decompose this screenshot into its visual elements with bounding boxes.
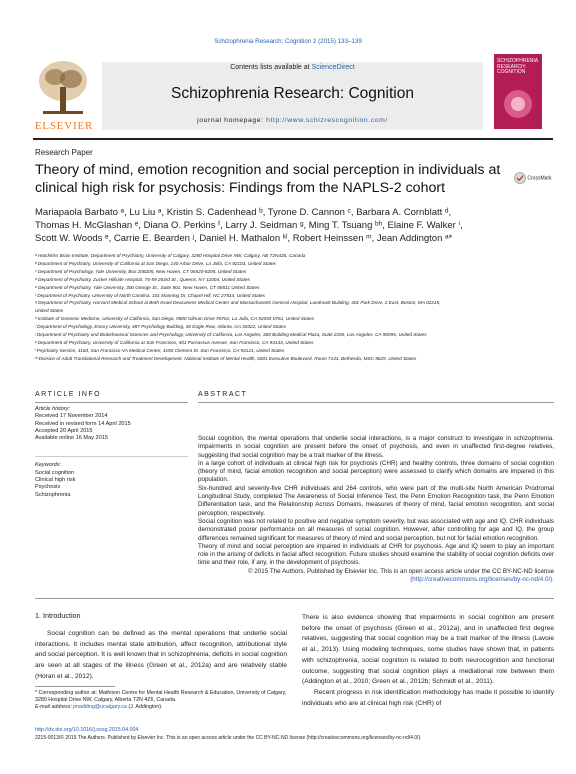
keyword: Schizophrenia xyxy=(35,491,71,498)
right-paragraph: There is also evidence showing that impairments in social cognition are present before the onset of psychosis (Green et al., 2012a), and in unaffected first degree relatives, suggesting that social cognition may be a trait marker of the illness (Lavoie et al., 2013). Using modeling techniques, some studies have shown that, in patients with schizophrenia, social cognition is related to both neurocognition and functional outcome, suggesting that social cognition plays a mediational role between them (Addington et al., 2010; Green et al., 2012b; Schmidt et al., 2011). xyxy=(302,614,554,686)
email-link[interactable]: jmadding@ucalgary.ca xyxy=(73,704,127,711)
homepage-label: journal homepage: xyxy=(197,117,267,124)
doi-link[interactable]: http://dx.doi.org/10.1016/j.scog.2015.04.004 xyxy=(35,727,139,733)
affiliation: ʰ Institute of Genomic Medicine, University of California, San Diego, 9500 Gilman Drive #0761, La Jolla, CA 92093-0761, United States xyxy=(35,316,315,322)
contents-line xyxy=(102,64,483,71)
journal-homepage xyxy=(102,117,483,124)
history-item: Received 17 November 2014 xyxy=(35,413,108,420)
homepage-link[interactable]: http://www.schizrescognition.com/ xyxy=(266,117,388,124)
crossmark-label: CrossMark xyxy=(527,175,552,182)
affiliation: ᶜ Department of Psychology, Yale University, Box 208205, New Haven, CT 06520-8205, United States xyxy=(35,268,247,274)
history-label: Article history: xyxy=(35,406,71,412)
affiliation: ᵇ Department of Psychiatry, University of California at San Diego, 140 Arbor Drive, La Jolla, CA 92103, United States xyxy=(35,260,276,266)
abstract-paragraph: Social cognition, the mental operations that underlie social interactions, is a major construct to investigate in schizophrenia. Impairments in social cognition are present before the onset of psychosis, and even in unaffected first-degree relatives, suggesting that social cognition may be a trait marker of the illness. xyxy=(198,435,554,459)
crossmark-icon xyxy=(514,172,526,184)
article-type: Research Paper xyxy=(35,148,93,157)
publisher-logo-text: ELSEVIER xyxy=(34,120,94,132)
keywords-label: Keywords: xyxy=(35,462,62,469)
license-link[interactable]: (http://creativecommons.org/licenses/by-nc-nd/4.0/). xyxy=(410,576,554,584)
author-list xyxy=(35,206,547,246)
history-item: Available online 16 May 2015 xyxy=(35,435,108,442)
corresponding-author-note: * Corresponding author at: Mathison Centre for Mental Health Research & Education, University of Calgary, 3280 Hospital Drive NW, Calgary, Alberta T2N 4Z6, Canada. xyxy=(35,690,287,704)
keyword: Clinical high risk xyxy=(35,477,76,484)
affiliation: ⁱ Department of Psychology, Emory University, 487 Psychology Building, 36 Eagle Row, Atlanta, GA 30322, United States xyxy=(35,324,286,330)
history-item: Accepted 20 April 2015 xyxy=(35,427,93,434)
email-label: E-mail address: xyxy=(35,704,74,711)
affiliation: ᵏ Department of Psychiatry, University of California at San Francisco, 401 Parnassus Avenue, San Francisco, CA 94143, United States xyxy=(35,339,314,345)
article-info xyxy=(35,406,188,499)
keyword: Social cognition xyxy=(35,469,75,476)
footnote xyxy=(35,690,287,712)
authors-line: Thomas H. McGlashan ᵉ, Diana O. Perkins ᶠ, Larry J. Seidman ᵍ, Ming T. Tsuang ᵇʰ, Elaine F. Walker ⁱ, xyxy=(35,220,463,232)
affiliation: ᵈ Department of Psychiatry, Zucker Hillside Hospital, 75-59 263rd St., Queens, NY 11004, United States xyxy=(35,276,250,282)
email-suffix: (J. Addington). xyxy=(126,704,163,711)
header-rule xyxy=(33,138,553,140)
authors-line: Scott W. Woods ᵉ, Carrie E. Bearden ʲ, Daniel H. Mathalon ᵏˡ, Robert Heinssen ᵐ, Jean Addington ᵃ* xyxy=(35,233,453,245)
abstract-paragraph: Theory of mind and social perception are impaired in individuals at CHR for psychosis. Age and IQ seem to play an important role in the arising of deficits in facial affect recognition. Future studies should examine the stability of social cognition deficits over time and their role, if any, in the development of psychosis. xyxy=(198,542,554,567)
affiliation: ᶠ Department of Psychiatry, University of North Carolina, 101 Manning Dr, Chapel Hill, NC 27514, United States xyxy=(35,292,265,298)
intro-paragraph-left: Social cognition can be defined as the mental operations that underlie social interactions. It includes mental state attribution, affect recognition, attributional style and social perception. It is well known that in schizophrenia, deficits in social cognition are seen at all stages of the illness (Green et al., 2012a) and are relatively stable (Horan et al., 2012). xyxy=(35,630,287,680)
abstract-body xyxy=(198,435,554,584)
info-rule xyxy=(35,402,188,403)
abstract-heading: ABSTRACT xyxy=(198,391,248,398)
history-item: Received in revised form 14 April 2015 xyxy=(35,420,131,427)
license-line: 2215-0013/© 2015 The Authors. Published by Elsevier Inc. This is an open access article under the CC BY-NC-ND license (http://creativecommons.org/licenses/by-nc-nd/4.0/). xyxy=(35,735,422,741)
cover-title: SCHIZOPHRENIA RESEARCH: COGNITION xyxy=(497,58,538,75)
authors-line: Mariapaola Barbato ᵃ, Lu Liu ᵃ, Kristin S. Cadenhead ᵇ, Tyrone D. Cannon ᶜ, Barbara A. Cornblatt ᵈ, xyxy=(35,207,452,218)
abstract-paragraph: In a large cohort of individuals at clinical high risk for psychosis (CHR) and healthy controls, three domains of social cognition (theory of mind, facial emotion recognition and social perception) were assessed to clarify which domains are impaired in this population. xyxy=(198,459,554,484)
email-line xyxy=(35,704,287,711)
journal-cover xyxy=(494,54,542,129)
contents-prefix: Contents lists available at xyxy=(230,64,312,71)
journal-citation[interactable]: Schizophrenia Research: Cognition 2 (2015) 133–139 xyxy=(214,38,362,45)
article-info-heading: ARTICLE INFO xyxy=(35,391,102,398)
affiliation: ᵍ Department of Psychiatry, Harvard Medical School at Beth Israel Deaconess Medical Center and Massachusetts General Hospital, Landmark Building, 401 Park Drive, 2 East, Boston, MA 02215, xyxy=(35,300,441,306)
sciencedirect-link[interactable]: ScienceDirect xyxy=(311,64,355,71)
affiliation: United States xyxy=(35,308,64,314)
elsevier-tree-logo xyxy=(33,57,93,119)
affiliation: ˡ Psychiatry Service, 116d, San Francisco VA Medical Center, 4150 Clement St. San Francisco, CA 94121, United States xyxy=(35,347,285,353)
affiliation: ᵉ Department of Psychiatry, Yale University, 300 George St., Suite 901, New Haven, CT 06511 United States xyxy=(35,284,260,290)
right-paragraph: Recent progress in risk identification methodology has made it possible to identify individuals who are at clinical high risk (CHR) of xyxy=(302,688,554,707)
journal-name: Schizophrenia Research: Cognition xyxy=(171,85,414,102)
copyright: © 2015 The Authors. Published by Elsevier Inc. This is an open access article under the CC BY-NC-ND license xyxy=(247,567,554,575)
keyword: Psychosis xyxy=(35,484,61,491)
crossmark-badge[interactable] xyxy=(514,172,554,184)
affiliations xyxy=(35,252,550,363)
abstract-rule xyxy=(198,402,554,403)
affiliation: ᵃ Hotchkiss Brain Institute, Department of Psychiatry, University of Calgary, 3280 Hospital Drive NW, Calgary, AB T2N4Z6, Canada xyxy=(35,253,306,258)
footnote-rule xyxy=(35,686,115,687)
abstract-paragraph: Social cognition was not related to positive and negative symptom severity, but was associated with age and IQ. CHR individuals demonstrated poorer performance on all measures of social cognition. However, after controlling for age and IQ, the group differences remained significant for measures of theory of mind and social perception, but not for facial emotion recognition. xyxy=(198,517,554,542)
section-heading-introduction: 1. Introduction xyxy=(35,611,81,620)
body-rule xyxy=(35,598,554,599)
affiliation: ᵐ Division of Adult Translational Research and Treatment Development, National Institute of Mental Health, 6001 Executive Boulevard, Room 7141, Bethesda, MSC 9629, United States xyxy=(35,355,417,361)
cover-art xyxy=(498,84,538,124)
affiliation: ʲ Department of Psychiatry and Biobehavioral Sciences and Psychology, University of California, Los Angeles, 300 Building Medical Plaza, Suite 2265, Los Angeles, CA 90095, United States xyxy=(35,332,427,338)
abstract-paragraph: Six-hundred and seventy-five CHR individuals and 264 controls, who were part of the multi-site North American Prodromal Longitudinal Study, completed The Awareness of Social Inference Test, the Penn Emotion Recognition task, the Penn Emotion Differentiation task, and the Relationship Across Domains, measures of theory of mind, facial emotion recognition, and social perception, respectively. xyxy=(198,484,554,517)
info-divider xyxy=(35,456,188,457)
intro-paragraph-right xyxy=(302,613,554,709)
article-title: Theory of mind, emotion recognition and social perception in individuals at clinical high risk for psychosis: Findings from the NAPLS-2 cohort xyxy=(35,162,501,196)
